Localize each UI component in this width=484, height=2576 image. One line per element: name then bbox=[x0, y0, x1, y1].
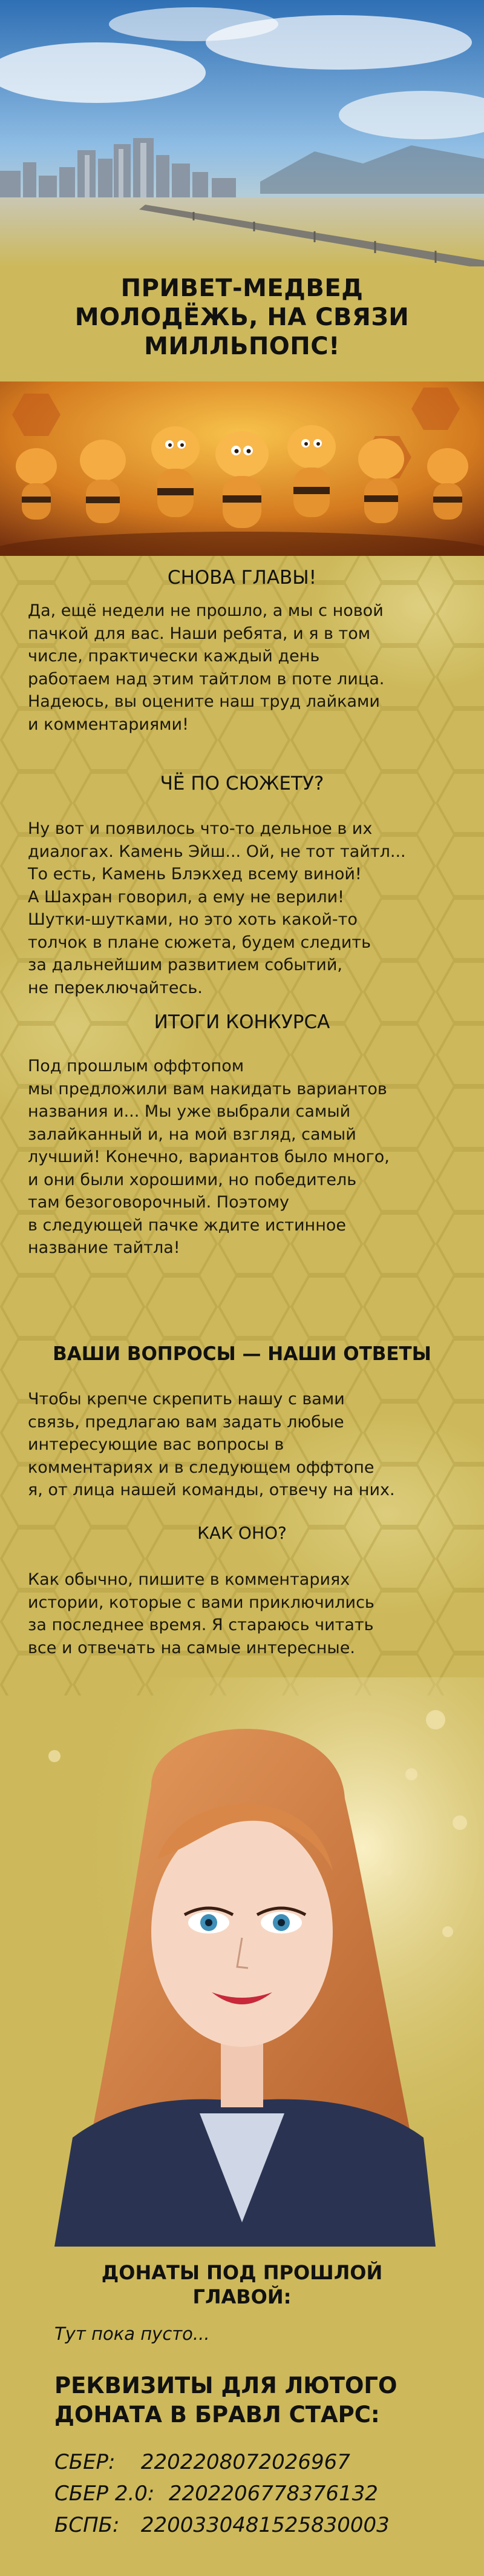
donations-title-line: ГЛАВОЙ: bbox=[192, 2285, 292, 2308]
chapters-text bbox=[28, 599, 463, 736]
text-line: пачкой для вас. Наши ребята, и я в том bbox=[28, 624, 371, 643]
section-title-qa: ВАШИ ВОПРОСЫ — НАШИ ОТВЕТЫ bbox=[53, 1343, 431, 1365]
requisite-number: 2200330481525830003 bbox=[140, 2513, 390, 2537]
text-line: название тайтла! bbox=[28, 1238, 180, 1257]
requisites-title-line: РЕКВИЗИТЫ ДЛЯ ЛЮТОГО bbox=[54, 2373, 397, 2399]
requisite-number: 2202208072026967 bbox=[140, 2450, 350, 2474]
requisite-row-sber2 bbox=[54, 2482, 378, 2506]
requisites-title-line: ДОНАТА В БРАВЛ СТАРС: bbox=[54, 2402, 380, 2428]
donations-empty-text: Тут пока пусто... bbox=[54, 2323, 210, 2344]
requisites-title bbox=[54, 2371, 478, 2429]
contest-text bbox=[28, 1055, 463, 1260]
requisite-row-bspb bbox=[54, 2513, 390, 2537]
text-line: залайканный и, на мой взгляд, самый bbox=[28, 1125, 356, 1144]
text-line: Шутки-шутками, но это хоть какой-то bbox=[28, 910, 358, 929]
text-line: Надеюсь, вы оцените наш труд лайками bbox=[28, 692, 380, 711]
text-line: А Шахран говорил, а ему не верили! bbox=[28, 887, 344, 907]
bee-dancers-illustration bbox=[0, 381, 484, 556]
plot-text bbox=[28, 817, 463, 999]
section-title-how: КАК ОНО? bbox=[197, 1523, 287, 1543]
title-line: МИЛЛЬПОПС! bbox=[144, 332, 340, 360]
qa-text bbox=[28, 1388, 463, 1502]
section-title-contest: ИТОГИ КОНКУРСА bbox=[154, 1011, 330, 1033]
text-line: толчок в плане сюжета, будем следить bbox=[28, 933, 371, 952]
text-line: за дальнейшим развитием событий, bbox=[28, 956, 342, 974]
city-panorama-illustration bbox=[0, 0, 484, 266]
text-line: Под прошлым оффтопом bbox=[28, 1057, 244, 1075]
text-line: интересующие вас вопросы в bbox=[28, 1435, 284, 1454]
title-line: ПРИВЕТ-МЕДВЕД bbox=[120, 274, 364, 302]
girl-portrait-illustration bbox=[0, 1677, 484, 2247]
text-line: лучший! Конечно, вариантов было много, bbox=[28, 1148, 390, 1166]
requisite-number: 2202206778376132 bbox=[168, 2482, 378, 2506]
text-line: Как обычно, пишите в комментариях bbox=[28, 1570, 350, 1589]
text-line: в следующей пачке ждите истинное bbox=[28, 1215, 346, 1235]
text-line: числе, практически каждый день bbox=[28, 647, 320, 665]
text-line: и они были хорошими, но победитель bbox=[28, 1170, 357, 1189]
requisite-label: СБЕР 2.0: bbox=[54, 2482, 155, 2506]
text-line: Ну вот и появилось что-то дельное в их bbox=[28, 819, 373, 838]
text-line: Да, ещё недели не прошло, а мы с новой bbox=[28, 601, 384, 620]
section-title-chapters: СНОВА ГЛАВЫ! bbox=[167, 567, 317, 589]
text-line: там безоговорочный. Поэтому bbox=[28, 1193, 290, 1212]
page-title bbox=[0, 274, 484, 361]
requisite-label: БСПБ: bbox=[54, 2513, 120, 2537]
text-line: То есть, Камень Блэкхед всему виной! bbox=[28, 865, 362, 883]
how-text bbox=[28, 1568, 463, 1659]
text-line: связь, предлагаю вам задать любые bbox=[28, 1412, 344, 1432]
text-line: за последнее время. Я стараюсь читать bbox=[28, 1616, 374, 1634]
title-line: МОЛОДЁЖЬ, НА СВЯЗИ bbox=[74, 303, 410, 331]
requisite-row-sber bbox=[54, 2450, 350, 2474]
donations-title-line: ДОНАТЫ ПОД ПРОШЛОЙ bbox=[101, 2261, 383, 2284]
text-line: все и отвечать на самые интересные. bbox=[28, 1638, 355, 1657]
text-line: Чтобы крепче скрепить нашу с вами bbox=[28, 1390, 345, 1409]
text-line: не переключайтесь. bbox=[28, 978, 203, 997]
text-line: и комментариями! bbox=[28, 715, 189, 734]
text-line: истории, которые с вами приключились bbox=[28, 1593, 374, 1612]
text-line: работаем над этим тайтлом в поте лица. bbox=[28, 669, 385, 689]
requisite-label: СБЕР: bbox=[54, 2450, 116, 2474]
section-title-plot: ЧЁ ПО СЮЖЕТУ? bbox=[160, 773, 324, 794]
text-line: мы предложили вам накидать вариантов bbox=[28, 1079, 387, 1098]
text-line: я, от лица нашей команды, отвечу на них. bbox=[28, 1481, 395, 1499]
text-line: названия и... Мы уже выбрали самый bbox=[28, 1102, 351, 1121]
text-line: диалогах. Камень Эйш... Ой, не тот тайтл... bbox=[28, 842, 406, 861]
text-line: комментариях и в следующем оффтопе bbox=[28, 1458, 374, 1477]
donations-title bbox=[0, 2261, 484, 2309]
